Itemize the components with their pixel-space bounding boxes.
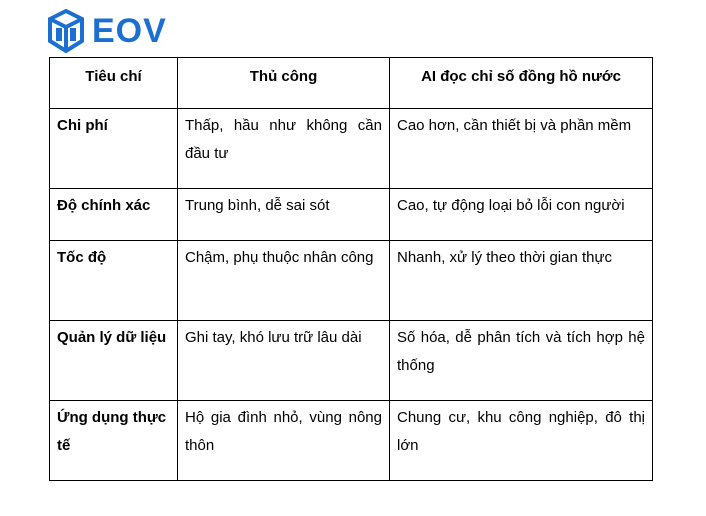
criterion-cell: Tốc độ [50,241,178,321]
criterion-cell: Độ chính xác [50,189,178,241]
criterion-cell: Chi phí [50,109,178,189]
comparison-table [49,57,653,481]
table-row [50,241,653,321]
table-row [50,321,653,401]
brand-logo [46,9,167,53]
criterion-cell: Ứng dụng thực tế [50,401,178,481]
ai-cell: Chung cư, khu công nghiệp, đô thị lớn [390,401,653,481]
table-row [50,189,653,241]
header-manual: Thủ công [178,58,390,109]
ai-cell: Cao, tự động loại bỏ lỗi con người [390,189,653,241]
header-criterion: Tiêu chí [50,58,178,109]
ai-cell: Số hóa, dễ phân tích và tích hợp hệ thống [390,321,653,401]
table-row [50,401,653,481]
table-row [50,109,653,189]
manual-cell: Hộ gia đình nhỏ, vùng nông thôn [178,401,390,481]
table-header-row [50,58,653,109]
ai-cell: Cao hơn, cần thiết bị và phần mềm [390,109,653,189]
manual-cell: Chậm, phụ thuộc nhân công [178,241,390,321]
manual-cell: Trung bình, dễ sai sót [178,189,390,241]
header-ai: AI đọc chỉ số đồng hồ nước [390,58,653,109]
ai-cell: Nhanh, xử lý theo thời gian thực [390,241,653,321]
manual-cell: Thấp, hầu như không cần đầu tư [178,109,390,189]
criterion-cell: Quản lý dữ liệu [50,321,178,401]
eov-cube-logo-icon [46,9,86,53]
manual-cell: Ghi tay, khó lưu trữ lâu dài [178,321,390,401]
brand-name: EOV [92,12,167,50]
